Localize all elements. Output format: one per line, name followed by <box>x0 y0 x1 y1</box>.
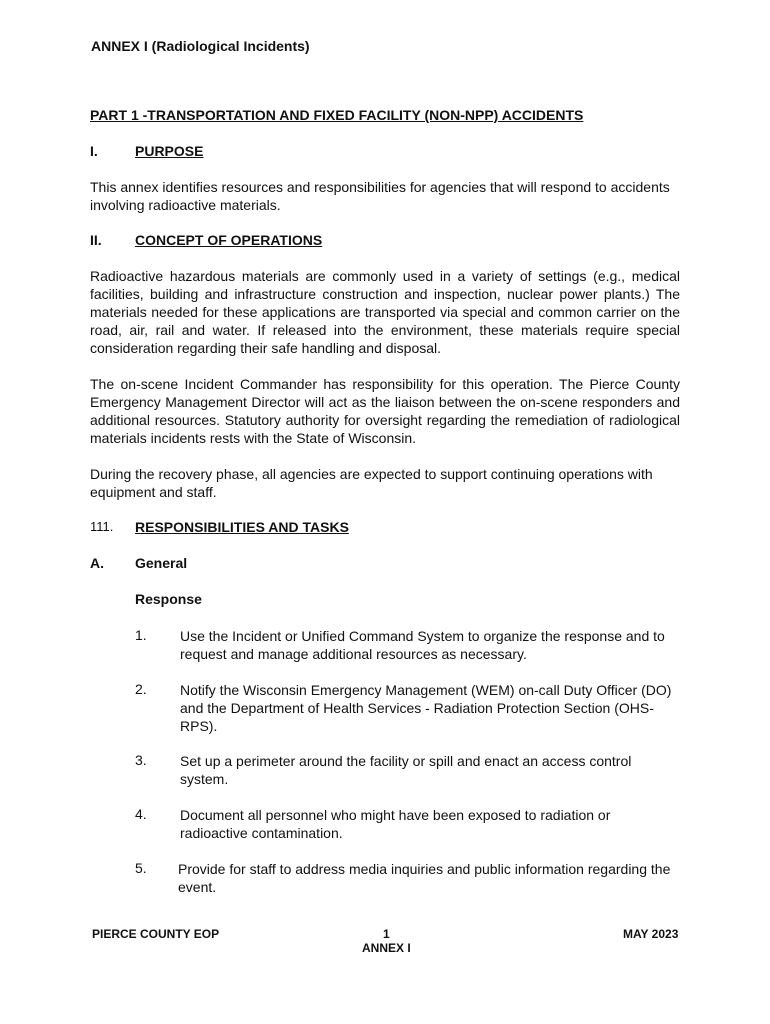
concept-section-number: II. <box>90 232 102 248</box>
list-item-text: Provide for staff to address media inquiries and public information regarding the event. <box>178 861 671 895</box>
footer-page-number: 1 <box>383 927 390 941</box>
subsection-title: General <box>135 555 188 571</box>
list-item-text: Document all personnel who might have been exposed to radiation or radioactive contamination. <box>180 807 611 841</box>
subsection-letter: A. <box>90 555 104 571</box>
list-item-text: Set up a perimeter around the facility or spill and enact an access control system. <box>180 753 632 787</box>
concept-paragraph-1: Radioactive hazardous materials are commonly used in a variety of settings (e.g., medical facilities, building and infrastructure construction and inspection, nuclear power plants.) The materials needed for these applications are transported via special and common carrier on the road, air, rail and water. If released into the environment, these materials require special consideration regarding their safe handling and disposal. <box>90 268 680 356</box>
response-heading: Response <box>135 591 202 607</box>
annex-header: ANNEX I (Radiological Incidents) <box>91 38 310 54</box>
purpose-section-title: PURPOSE <box>135 143 204 159</box>
concept-paragraph-2: The on-scene Incident Commander has responsibility for this operation. The Pierce County Emergency Management Director will act as the liaison between the on-scene responders and additional resources. Statutory authority for oversight regarding the remediation of radiological materials incidents rests with the State of Wisconsin. <box>90 376 680 446</box>
list-item-number: 2. <box>135 681 147 697</box>
concept-section-title: CONCEPT OF OPERATIONS <box>135 232 323 248</box>
purpose-section-number: I. <box>90 143 98 159</box>
responsibilities-section-title: RESPONSIBILITIES AND TASKS <box>135 519 349 535</box>
concept-paragraph-3: During the recovery phase, all agencies are expected to support continuing operations with equipment and staff. <box>90 466 653 500</box>
purpose-text: This annex identifies resources and responsibilities for agencies that will respond to accidents involving radioactive materials. <box>90 179 670 213</box>
footer-left: PIERCE COUNTY EOP <box>92 927 220 941</box>
list-item-number: 4. <box>135 806 147 822</box>
footer-annex: ANNEX I <box>362 941 411 955</box>
list-item-text: Use the Incident or Unified Command System to organize the response and to request and manage additional resources as necessary. <box>180 628 665 662</box>
footer-date: MAY 2023 <box>623 927 679 941</box>
list-item-number: 3. <box>135 752 147 768</box>
list-item-number: 1. <box>135 627 147 643</box>
list-item-number: 5. <box>135 860 147 876</box>
part-title: PART 1 -TRANSPORTATION AND FIXED FACILITY (NON-NPP) ACCIDENTS <box>90 107 584 123</box>
responsibilities-section-number: 111. <box>90 519 114 534</box>
list-item-text: Notify the Wisconsin Emergency Management (WEM) on-call Duty Officer (DO) and the Department of Health Services - Radiation Protection Section (OHS-RPS). <box>180 682 672 734</box>
